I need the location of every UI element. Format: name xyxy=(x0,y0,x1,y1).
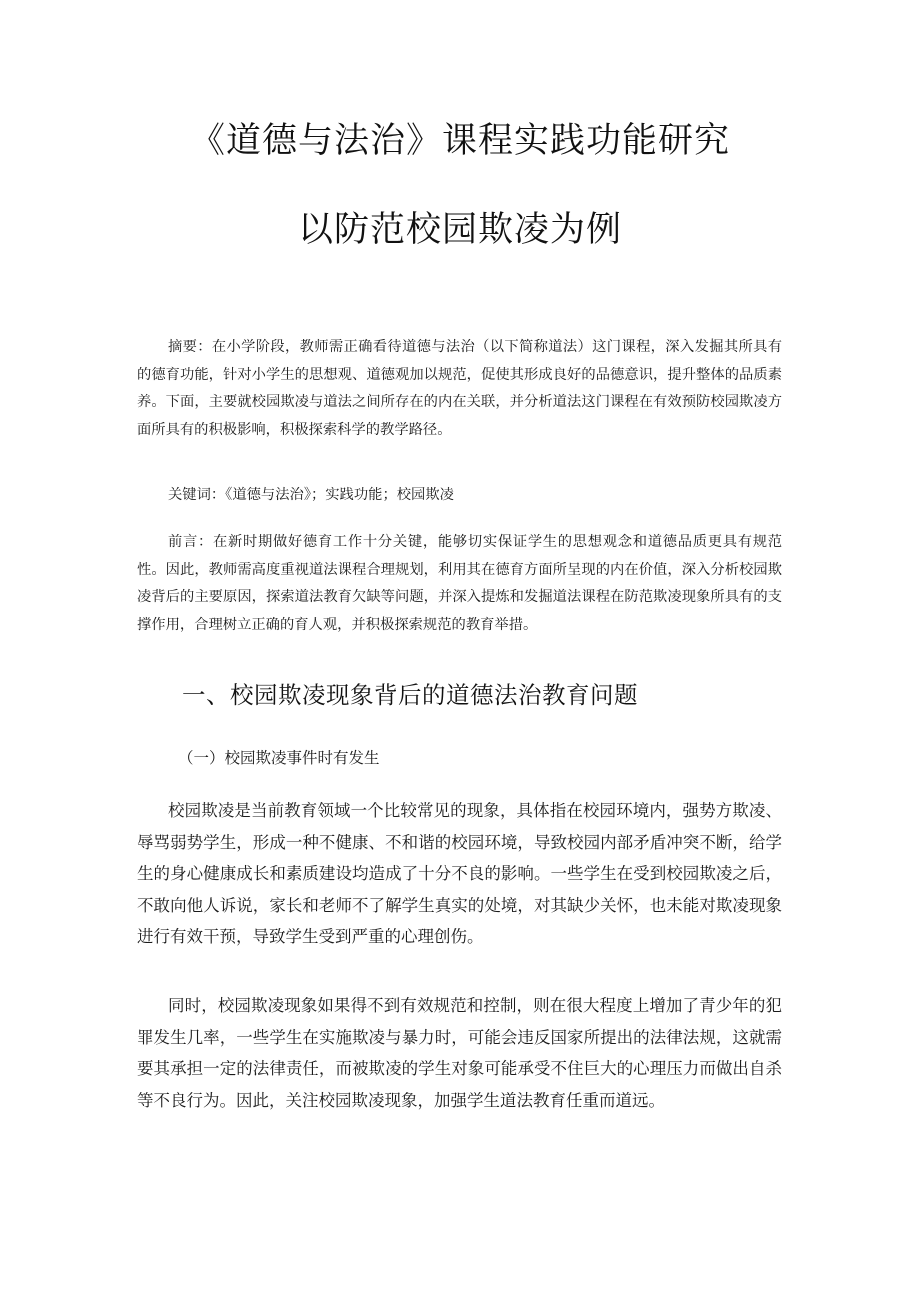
preface-paragraph: 前言：在新时期做好德育工作十分关键，能够切实保证学生的思想观念和道德品质更具有规范性。因此，教师需高度重视道法课程合理规划，利用其在德育方面所呈现的内在价值，深入分析校园欺凌背后的主要原因，探索道法教育欠缺等问题，并深入提炼和发掘道法课程在防范欺凌现象所具有的支撑作用，合理树立正确的育人观，并积极探索规范的教育举措。 xyxy=(137,534,782,633)
body-paragraph-2: 同时，校园欺凌现象如果得不到有效规范和控制，则在很大程度上增加了青少年的犯罪发生几率，一些学生在实施欺凌与暴力时，可能会违反国家所提出的法律法规，这就需要其承担一定的法律责任，而被欺凌的学生对象可能承受不住巨大的心理压力而做出自杀等不良行为。因此，关注校园欺凌现象，加强学生道法教育任重而道远。 xyxy=(137,996,782,1110)
abstract-paragraph: 摘要：在小学阶段，教师需正确看待道德与法治（以下简称道法）这门课程，深入发掘其所具有的德育功能，针对小学生的思想观、道德观加以规范，促使其形成良好的品德意识，提升整体的品质素养。下面，主要就校园欺凌与道法之间所存在的内在关联，并分析道法这门课程在有效预防校园欺凌方面所具有的积极影响，积极探索科学的教学路径。 xyxy=(137,339,782,438)
body-paragraph-1: 校园欺凌是当前教育领域一个比较常见的现象，具体指在校园环境内，强势方欺凌、辱骂弱势学生，形成一种不健康、不和谐的校园环境，导致校园内部矛盾冲突不断，给学生的身心健康成长和素质建设均造成了十分不良的影响。一些学生在受到校园欺凌之后，不敢向他人诉说，家长和老师不了解学生真实的处境，对其缺少关怀，也未能对欺凌现象进行有效干预，导致学生受到严重的心理创伤。 xyxy=(137,801,782,946)
document-subtitle: 以防范校园欺凌为例 xyxy=(297,210,622,250)
subsection-heading: （一）校园欺凌事件时有发生 xyxy=(178,749,380,767)
keywords-line: 关键词：《道德与法治》；实践功能；校园欺凌 xyxy=(168,487,454,503)
document-title: 《道德与法治》课程实践功能研究 xyxy=(189,121,730,161)
section-heading: 一、校园欺凌现象背后的道德法治教育问题 xyxy=(182,681,638,709)
